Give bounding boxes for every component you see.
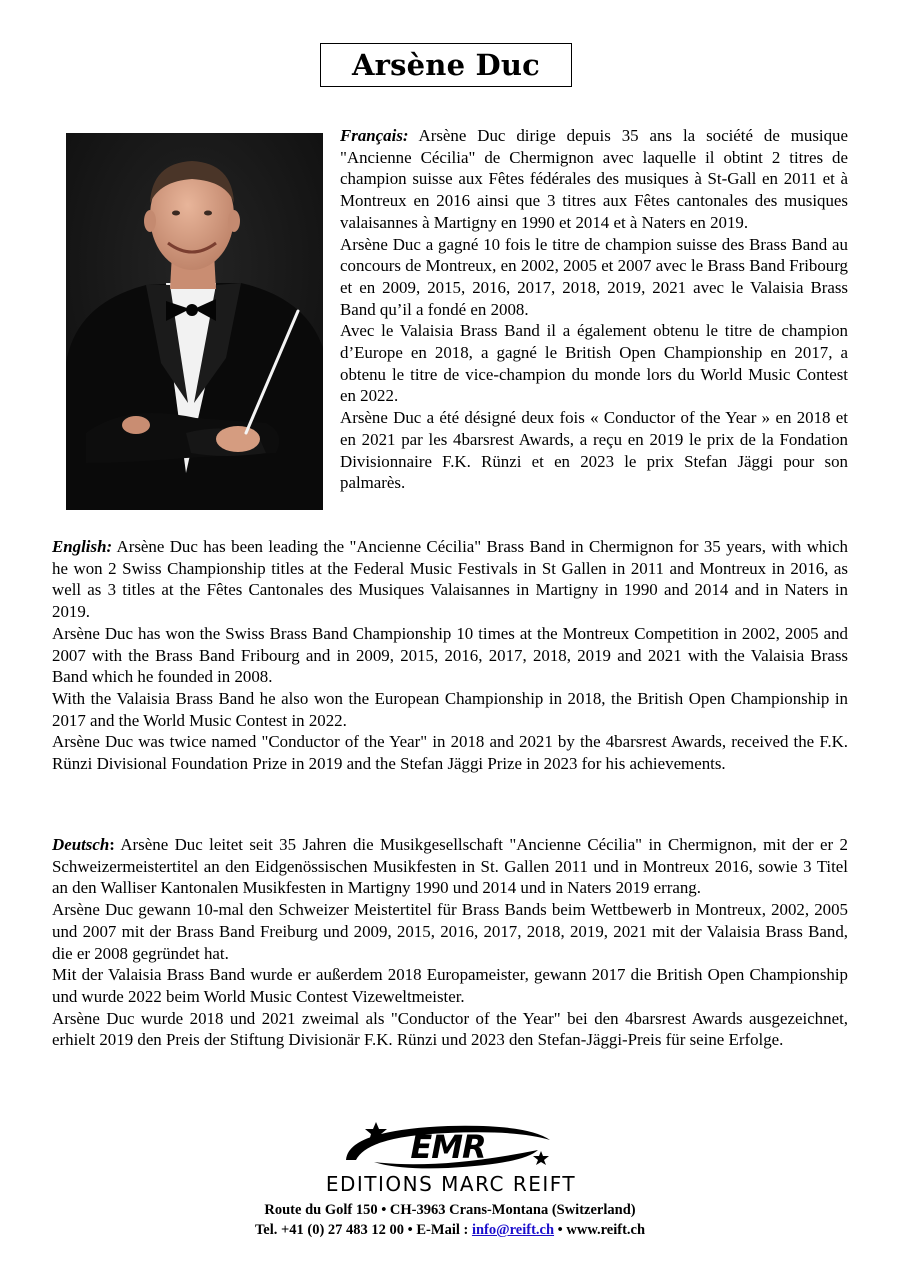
english-text-1: Arsène Duc has been leading the "Ancienne Cécilia" Brass Band in Chermignon for 35 years, with which he won 2 Swiss Championship titles at the Federal Music Festivals in St Gallen in 2011 and Montreux in 2016, as well as 3 titles at the Fêtes Cantonales des Musiques Valaisannes in Martigny in 1990 and 2014 and in Naters in 2019. xyxy=(52,537,848,622)
english-paragraph-2: Arsène Duc has won the Swiss Brass Band Championship 10 times at the Montreux Competition in 2002, 2005 and 2007 with the Brass Band Fribourg and in 2009, 2015, 2016, 2017, 2018, 2019 and 2021 with the Valaisia Brass Band which he founded in 2008. xyxy=(52,623,848,687)
emr-logo-graphic xyxy=(288,1118,614,1196)
footer-tel: Tel. +41 (0) 27 483 12 00 • E-Mail : xyxy=(254,1222,472,1238)
deutsch-paragraph-4: Arsène Duc wurde 2018 und 2021 zweimal als "Conductor of the Year" bei den 4barsrest Awards ausgezeichnet, erhielt 2019 den Preis der Stiftung Divisionär F.K. Rünzi und 2023 den Stefan-Jäggi-Preis für seine Erfolge. xyxy=(52,1008,848,1050)
logo-wordmark: EDITIONS MARC REIFT xyxy=(325,1172,577,1196)
footer-contact xyxy=(0,1222,900,1239)
english-paragraph-4: Arsène Duc was twice named "Conductor of the Year" in 2018 and 2021 by the 4barsrest Awards, received the F.K. Rünzi Divisional Foundation Prize in 2019 and the Stefan Jäggi Prize in 2023 for his achievements. xyxy=(52,732,848,774)
deutsch-section xyxy=(52,834,848,1051)
francais-paragraph-4: Arsène Duc a été désigné deux fois « Conductor of the Year » en 2018 et en 2021 par les 4barsrest Awards, a reçu en 2019 le prix de la Fondation Divisionnaire F.K. Rünzi et en 2023 le prix Stefan Jäggi pour son palmarès. xyxy=(340,408,848,493)
francais-label: Français: xyxy=(340,126,409,145)
page-title: Arsène Duc xyxy=(351,48,541,82)
portrait-photo xyxy=(66,133,323,510)
footer-web: • www.reift.ch xyxy=(554,1222,646,1238)
deutsch-paragraph-2: Arsène Duc gewann 10-mal den Schweizer Meistertitel für Brass Bands beim Wettbewerb in Montreux, 2002, 2005 und 2007 mit der Brass Band Freiburg und 2009, 2015, 2016, 2017, 2018, 2019, 2021 mit der Valaisia Brass Band, die er 2008 gegründet hat. xyxy=(52,900,848,963)
emr-logo xyxy=(288,1118,614,1196)
francais-section xyxy=(340,125,848,494)
deutsch-paragraph-1 xyxy=(52,834,848,899)
deutsch-text-1: Arsène Duc leitet seit 35 Jahren die Musikgesellschaft "Ancienne Cécilia" in Chermignon, mit der er 2 Schweizermeistertitel an den Eidgenössischen Musikfesten in St. Gallen 2011 und in Montreux 2016, sowie 3 Titel an den Walliser Kantonalen Musikfesten in Martigny 1990 und 2014 und in Naters 2019 errang. xyxy=(52,835,848,898)
footer-address: Route du Golf 150 • CH-3963 Crans-Montana (Switzerland) xyxy=(264,1202,636,1218)
english-paragraph-1 xyxy=(52,536,848,623)
english-paragraph-3: With the Valaisia Brass Band he also won the European Championship in 2018, the British Open Championship in 2017 and the World Music Contest in 2022. xyxy=(52,688,848,730)
deutsch-label-colon: : xyxy=(109,835,115,854)
francais-text-1: Arsène Duc dirige depuis 35 ans la société de musique "Ancienne Cécilia" de Chermignon avec laquelle il obtint 2 titres de champion suisse aux Fêtes fédérales des musiques à St-Gall en 2011 et à Montreux en 2016 ainsi que 3 titres aux Fêtes cantonales des musiques valaisannes à Martigny en 1990 et 2014 et à Naters en 2019. xyxy=(340,126,848,232)
francais-paragraph-1 xyxy=(340,125,848,234)
english-label: English: xyxy=(52,537,113,556)
deutsch-paragraph-3: Mit der Valaisia Brass Band wurde er außerdem 2018 Europameister, gewann 2017 die British Open Championship und wurde 2022 beim World Music Contest Vizeweltmeister. xyxy=(52,965,848,1006)
english-section xyxy=(52,536,848,775)
email-link[interactable]: info@reift.ch xyxy=(471,1222,555,1238)
title-box xyxy=(320,43,572,87)
francais-paragraph-2: Arsène Duc a gagné 10 fois le titre de champion suisse des Brass Band au concours de Montreux, en 2002, 2005 et 2007 avec le Brass Band Fribourg et en 2009, 2015, 2016, 2017, 2018, 2019, 2021 avec le Valaisia Brass Band qu’il a fondé en 2008. xyxy=(340,234,848,319)
francais-paragraph-3: Avec le Valaisia Brass Band il a également obtenu le titre de champion d’Europe en 2018, a gagné le British Open Championship en 2017, a obtenu le titre de vice-champion du monde lors du World Music Contest en 2022. xyxy=(340,321,848,406)
logo-monogram: EMR xyxy=(410,1128,486,1166)
deutsch-label: Deutsch xyxy=(52,835,110,854)
portrait-illustration xyxy=(66,133,323,510)
